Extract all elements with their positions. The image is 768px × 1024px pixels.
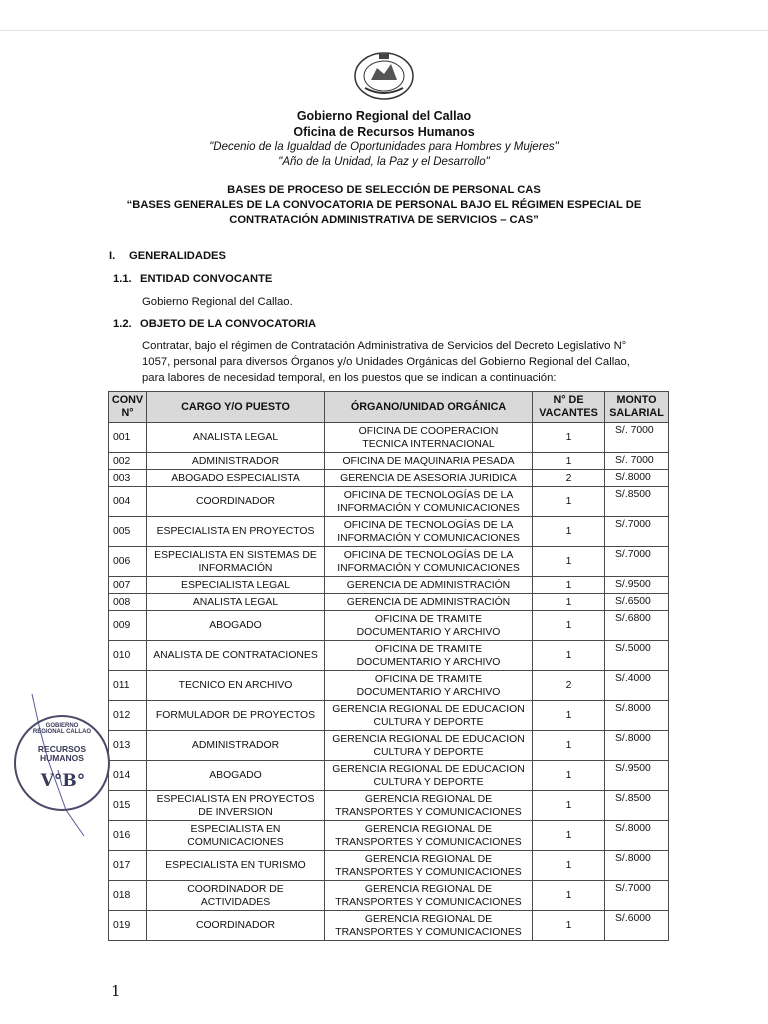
cell-cargo: COORDINADOR DE ACTIVIDADES xyxy=(147,881,325,911)
cell-organo: GERENCIA REGIONAL DE TRANSPORTES Y COMUNICACIONES xyxy=(325,911,533,941)
title-line-1: BASES DE PROCESO DE SELECCIÓN DE PERSONAL CAS xyxy=(227,184,541,196)
cell-organo: GERENCIA REGIONAL DE TRANSPORTES Y COMUNICACIONES xyxy=(325,821,533,851)
motto-decade: "Decenio de la Igualdad de Oportunidades para Hombres y Mujeres" xyxy=(209,141,559,153)
cell-conv: 011 xyxy=(109,671,147,701)
table-row xyxy=(109,517,669,547)
cell-vacantes: 1 xyxy=(533,791,605,821)
subsection-1-2-number: 1.2. xyxy=(113,318,132,330)
table-row xyxy=(109,577,669,594)
cell-conv: 003 xyxy=(109,470,147,487)
scan-edge-line xyxy=(0,30,768,31)
cell-conv: 013 xyxy=(109,731,147,761)
cell-organo: GERENCIA REGIONAL DE TRANSPORTES Y COMUNICACIONES xyxy=(325,851,533,881)
header-vacantes: N° DE VACANTES xyxy=(533,392,605,423)
table-row xyxy=(109,881,669,911)
header-salario: MONTO SALARIAL xyxy=(605,392,669,423)
cell-cargo: COORDINADOR xyxy=(147,487,325,517)
objective-line-3: para labores de necesidad temporal, en los puestos que se indican a continuación: xyxy=(142,372,557,384)
cell-salario: S/. 7000 xyxy=(605,423,669,453)
cell-cargo: ADMINISTRADOR xyxy=(147,453,325,470)
cell-conv: 010 xyxy=(109,641,147,671)
cell-organo: OFICINA DE TECNOLOGÍAS DE LA INFORMACIÓN Y COMUNICACIONES xyxy=(325,547,533,577)
table-row xyxy=(109,547,669,577)
cell-cargo: ESPECIALISTA EN PROYECTOS xyxy=(147,517,325,547)
page-number: 1 xyxy=(111,982,121,1000)
header-organo: ÓRGANO/UNIDAD ORGÁNICA xyxy=(325,392,533,423)
cell-cargo: FORMULADOR DE PROYECTOS xyxy=(147,701,325,731)
table-header-row xyxy=(109,392,669,423)
table-body xyxy=(109,423,669,941)
cell-vacantes: 1 xyxy=(533,453,605,470)
cell-salario: S/.8500 xyxy=(605,791,669,821)
cell-conv: 014 xyxy=(109,761,147,791)
cell-organo: GERENCIA REGIONAL DE EDUCACION CULTURA Y DEPORTE xyxy=(325,731,533,761)
cell-salario: S/.7000 xyxy=(605,881,669,911)
header-conv: CONV N° xyxy=(109,392,147,423)
cell-salario: S/.8000 xyxy=(605,821,669,851)
table-row xyxy=(109,761,669,791)
objective-line-1: Contratar, bajo el régimen de Contratación Administrativa de Servicios del Decreto Legislativo N° xyxy=(142,340,627,352)
cell-conv: 005 xyxy=(109,517,147,547)
document-header xyxy=(0,108,768,170)
cell-cargo: ESPECIALISTA EN SISTEMAS DE INFORMACIÓN xyxy=(147,547,325,577)
table-row xyxy=(109,487,669,517)
cell-cargo: ESPECIALISTA EN PROYECTOS DE INVERSION xyxy=(147,791,325,821)
cell-organo: GERENCIA REGIONAL DE TRANSPORTES Y COMUNICACIONES xyxy=(325,791,533,821)
cell-salario: S/.7000 xyxy=(605,547,669,577)
cell-conv: 007 xyxy=(109,577,147,594)
cell-vacantes: 1 xyxy=(533,731,605,761)
stamp-department: RECURSOS HUMANOS xyxy=(37,744,87,763)
section-1-title: GENERALIDADES xyxy=(129,250,226,262)
cell-vacantes: 1 xyxy=(533,423,605,453)
cell-organo: GERENCIA DE ADMINISTRACIÓN xyxy=(325,577,533,594)
cell-conv: 018 xyxy=(109,881,147,911)
cell-organo: GERENCIA REGIONAL DE TRANSPORTES Y COMUNICACIONES xyxy=(325,881,533,911)
cell-cargo: COORDINADOR xyxy=(147,911,325,941)
cell-vacantes: 1 xyxy=(533,547,605,577)
cell-vacantes: 1 xyxy=(533,761,605,791)
cell-salario: S/.6800 xyxy=(605,611,669,641)
subsection-1-2-title: OBJETO DE LA CONVOCATORIA xyxy=(140,318,317,330)
cell-vacantes: 1 xyxy=(533,881,605,911)
subsection-1-1-title: ENTIDAD CONVOCANTE xyxy=(140,273,273,285)
cell-organo: OFICINA DE MAQUINARIA PESADA xyxy=(325,453,533,470)
cell-organo: OFICINA DE TECNOLOGÍAS DE LA INFORMACIÓN Y COMUNICACIONES xyxy=(325,487,533,517)
cell-vacantes: 1 xyxy=(533,641,605,671)
subsection-1-1-number: 1.1. xyxy=(113,273,132,285)
table-row xyxy=(109,671,669,701)
cell-organo: GERENCIA REGIONAL DE EDUCACION CULTURA Y DEPORTE xyxy=(325,701,533,731)
cell-organo: OFICINA DE TRAMITE DOCUMENTARIO Y ARCHIVO xyxy=(325,611,533,641)
cell-vacantes: 1 xyxy=(533,517,605,547)
cell-conv: 017 xyxy=(109,851,147,881)
cell-conv: 006 xyxy=(109,547,147,577)
cell-organo: GERENCIA REGIONAL DE EDUCACION CULTURA Y DEPORTE xyxy=(325,761,533,791)
table-row xyxy=(109,821,669,851)
cell-salario: S/. 7000 xyxy=(605,453,669,470)
table-row xyxy=(109,911,669,941)
cell-conv: 001 xyxy=(109,423,147,453)
cell-cargo: ESPECIALISTA LEGAL xyxy=(147,577,325,594)
cell-salario: S/.8000 xyxy=(605,851,669,881)
cell-salario: S/.6000 xyxy=(605,911,669,941)
cell-salario: S/.8500 xyxy=(605,487,669,517)
table-row xyxy=(109,851,669,881)
cell-conv: 019 xyxy=(109,911,147,941)
cell-salario: S/.8000 xyxy=(605,470,669,487)
table-row xyxy=(109,731,669,761)
cell-vacantes: 1 xyxy=(533,851,605,881)
cell-cargo: ABOGADO ESPECIALISTA xyxy=(147,470,325,487)
cell-vacantes: 1 xyxy=(533,487,605,517)
table-row xyxy=(109,423,669,453)
cell-conv: 009 xyxy=(109,611,147,641)
cell-cargo: ANALISTA LEGAL xyxy=(147,423,325,453)
cell-conv: 008 xyxy=(109,594,147,611)
cell-salario: S/.6500 xyxy=(605,594,669,611)
table-row xyxy=(109,791,669,821)
entity-name-text: Gobierno Regional del Callao. xyxy=(142,296,293,308)
cell-cargo: ESPECIALISTA EN COMUNICACIONES xyxy=(147,821,325,851)
cell-salario: S/.9500 xyxy=(605,761,669,791)
document-title xyxy=(0,183,768,228)
cell-organo: OFICINA DE COOPERACION TECNICA INTERNACIONAL xyxy=(325,423,533,453)
stamp-approval-mark: V°B° xyxy=(40,771,86,791)
cell-cargo: ANALISTA LEGAL xyxy=(147,594,325,611)
cell-salario: S/.8000 xyxy=(605,731,669,761)
title-line-3: CONTRATACIÓN ADMINISTRATIVA DE SERVICIOS – CAS” xyxy=(229,214,539,226)
cell-vacantes: 1 xyxy=(533,611,605,641)
cell-salario: S/.8000 xyxy=(605,701,669,731)
cell-vacantes: 1 xyxy=(533,911,605,941)
section-1-number: I. xyxy=(109,250,116,262)
cell-organo: OFICINA DE TRAMITE DOCUMENTARIO Y ARCHIVO xyxy=(325,641,533,671)
title-line-2: “BASES GENERALES DE LA CONVOCATORIA DE PERSONAL BAJO EL RÉGIMEN ESPECIAL DE xyxy=(126,199,642,211)
cell-vacantes: 2 xyxy=(533,470,605,487)
cell-cargo: ABOGADO xyxy=(147,611,325,641)
cell-conv: 016 xyxy=(109,821,147,851)
table-row xyxy=(109,470,669,487)
cell-cargo: TECNICO EN ARCHIVO xyxy=(147,671,325,701)
cell-vacantes: 1 xyxy=(533,821,605,851)
cell-organo: OFICINA DE TECNOLOGÍAS DE LA INFORMACIÓN Y COMUNICACIONES xyxy=(325,517,533,547)
cell-cargo: ABOGADO xyxy=(147,761,325,791)
cell-conv: 015 xyxy=(109,791,147,821)
table-row xyxy=(109,641,669,671)
cell-vacantes: 1 xyxy=(533,701,605,731)
header-cargo: CARGO Y/O PUESTO xyxy=(147,392,325,423)
motto-year: "Año de la Unidad, la Paz y el Desarrollo" xyxy=(278,156,490,168)
cell-salario: S/.9500 xyxy=(605,577,669,594)
cell-organo: OFICINA DE TRAMITE DOCUMENTARIO Y ARCHIVO xyxy=(325,671,533,701)
table-row xyxy=(109,453,669,470)
cell-cargo: ADMINISTRADOR xyxy=(147,731,325,761)
cell-organo: GERENCIA DE ASESORIA JURIDICA xyxy=(325,470,533,487)
cell-salario: S/.5000 xyxy=(605,641,669,671)
table-row xyxy=(109,701,669,731)
table-row xyxy=(109,611,669,641)
cell-vacantes: 1 xyxy=(533,594,605,611)
cell-conv: 004 xyxy=(109,487,147,517)
organization-name: Gobierno Regional del Callao xyxy=(296,109,472,123)
regional-coat-of-arms-logo xyxy=(353,50,415,102)
office-name: Oficina de Recursos Humanos xyxy=(293,125,475,139)
vacancies-table xyxy=(108,391,669,941)
table-row xyxy=(109,594,669,611)
cell-conv: 002 xyxy=(109,453,147,470)
cell-vacantes: 1 xyxy=(533,577,605,594)
cell-organo: GERENCIA DE ADMINISTRACIÓN xyxy=(325,594,533,611)
cell-cargo: ANALISTA DE CONTRATACIONES xyxy=(147,641,325,671)
cell-vacantes: 2 xyxy=(533,671,605,701)
cell-salario: S/.7000 xyxy=(605,517,669,547)
cell-conv: 012 xyxy=(109,701,147,731)
cell-salario: S/.4000 xyxy=(605,671,669,701)
objective-line-2: 1057, personal para diversos Órganos y/o Unidades Orgánicas del Gobierno Regional del Callao, xyxy=(142,356,630,368)
cell-cargo: ESPECIALISTA EN TURISMO xyxy=(147,851,325,881)
approval-stamp xyxy=(14,715,110,811)
stamp-organization: GOBIERNO REGIONAL CALLAO xyxy=(32,723,92,735)
